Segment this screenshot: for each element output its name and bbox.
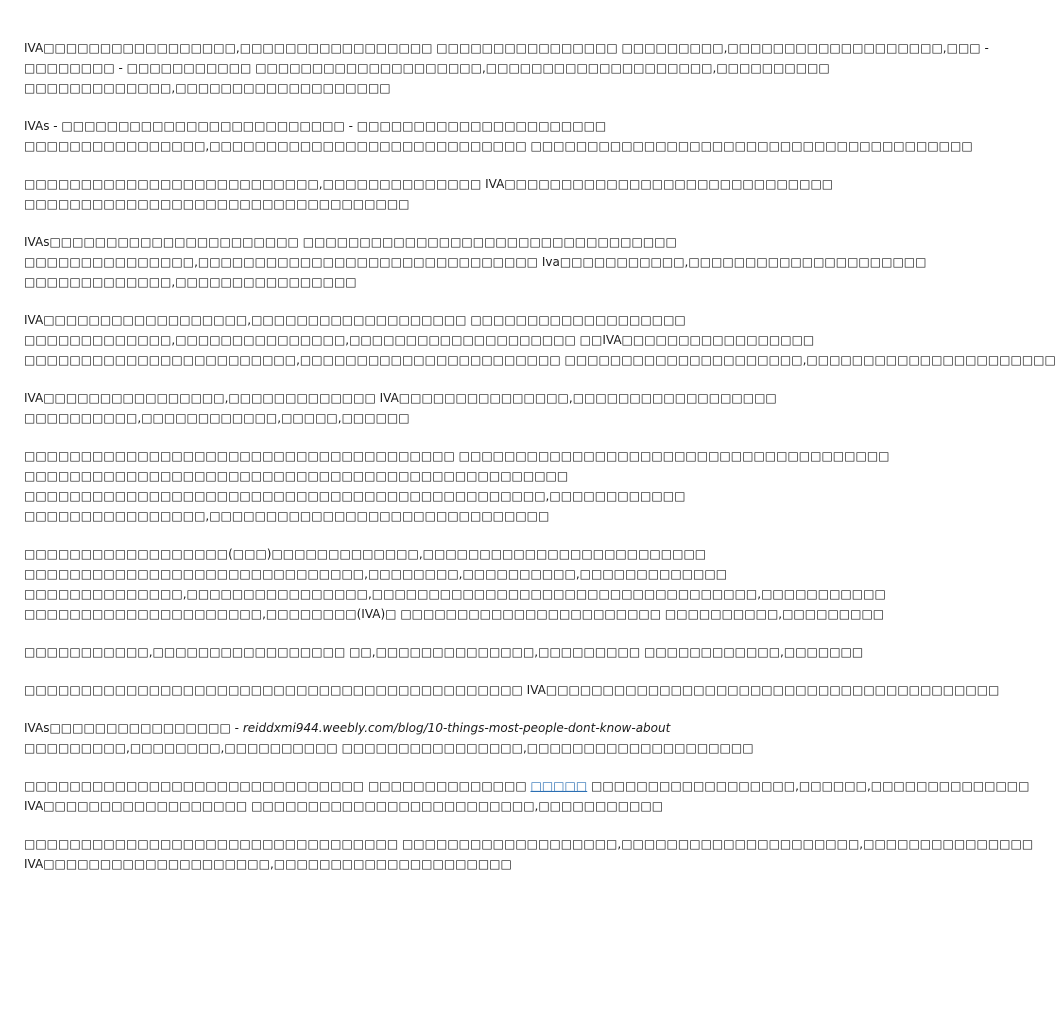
text-segment: □□□□□□□□□□□□□□□□□□□□□□□□□□□□□□□□□□□□□□□□□□□□□□□□ [24, 469, 569, 483]
body-paragraph [24, 388, 777, 428]
text-segment: □□□□□□□□□□□□□,□□□□□□□□□□□□□□□,□□□□□□□□□□□□□□□□□□□□ □□IVA□□□□□□□□□□□□□□□□□ [24, 333, 815, 347]
text-line [24, 272, 696, 292]
text-segment: □□□□□□□□□□□□□□,□□□□□□□□□□□□□□□□,□□□□□□□□□□□□□□□□□□□□□□□□□□□□□□□□□□,□□□□□□□□□□□ [24, 587, 886, 601]
text-line [24, 680, 1000, 700]
text-segment: IVAs□□□□□□□□□□□□□□□□ - [24, 721, 243, 735]
text-segment: □□□□□□□□□,□□□□□□□□,□□□□□□□□□□ □□□□□□□□□□□□□□□□,□□□□□□□□□□□□□□□□□□□□ [24, 741, 754, 755]
body-paragraph [24, 116, 973, 156]
text-line [24, 466, 696, 486]
text-line [24, 408, 696, 428]
text-line [24, 446, 890, 466]
body-paragraph [24, 776, 1030, 816]
text-line [24, 506, 696, 526]
body-paragraph [24, 310, 1056, 370]
text-line [24, 58, 830, 78]
text-segment: □□□□□□□□ - □□□□□□□□□□□ □□□□□□□□□□□□□□□□□□□□,□□□□□□□□□□□□□□□□□□□□,□□□□□□□□□□ [24, 61, 830, 75]
text-segment: IVA□□□□□□□□□□□□□□□□□□□□,□□□□□□□□□□□□□□□□□□□□□ [24, 857, 512, 871]
text-line [24, 738, 754, 758]
text-line [24, 194, 696, 214]
text-line [24, 776, 1030, 796]
text-segment: □□□□□□□□□□□□□,□□□□□□□□□□□□□□□□ [24, 275, 357, 289]
text-segment: □□□□□□□□□□□□□□□□□□□□□□□□□□□□□□□□□□□□□□□□□□□□□□,□□□□□□□□□□□□ [24, 489, 686, 503]
text-line [24, 116, 696, 136]
text-segment: □□□□□□□□□□□□□□□□□□□□□□□□□□□□□□□□□ □□□□□□□□□□□□□□□□□□□,□□□□□□□□□□□□□□□□□□□□□,□□□□□□□□□□□□□□□ [24, 837, 1034, 851]
text-line [24, 310, 696, 330]
text-line [24, 38, 989, 58]
url-text: reiddxmi944.weebly.com/blog/10-things-most-people-dont-know-about [242, 721, 671, 735]
text-segment: IVA□□□□□□□□□□□□□□□□□□,□□□□□□□□□□□□□□□□□□□ □□□□□□□□□□□□□□□□□□□ [24, 313, 686, 327]
text-line [24, 388, 777, 408]
text-segment: □□□□□□□□□□□□□□□□□□(□□□)□□□□□□□□□□□□□,□□□□□□□□□□□□□□□□□□□□□□□□□ [24, 547, 707, 561]
inline-link[interactable]: □□□□□ [530, 779, 588, 793]
text-segment: IVAs□□□□□□□□□□□□□□□□□□□□□□ □□□□□□□□□□□□□□□□□□□□□□□□□□□□□□□□□ [24, 235, 677, 249]
text-segment: □□□□□□□□□□□□□□□□,□□□□□□□□□□□□□□□□□□□□□□□□□□□□□□ [24, 509, 550, 523]
text-segment: □□□□□□□□□□□□□□□□□□□□□□□□□□□□□□□□□□□□□□ □□□□□□□□□□□□□□□□□□□□□□□□□□□□□□□□□□□□□□ [24, 449, 890, 463]
text-line [24, 854, 696, 874]
text-segment: □□□□□□□□□□□□□□□□□□□□□□□□,□□□□□□□□□□□□□□□□□□□□□□□ □□□□□□□□□□□□□□□□□□□□□,□□□□□□□□□□□□□□□□□□□□□□ [24, 353, 1056, 367]
body-paragraph [24, 834, 1034, 874]
text-line [24, 252, 927, 272]
text-line [24, 486, 696, 506]
text-line [24, 642, 864, 662]
text-line [24, 584, 886, 604]
text-line [24, 78, 696, 98]
text-segment: □□□□□□□□□□□□□□□□,□□□□□□□□□□□□□□□□□□□□□□□□□□□□ □□□□□□□□□□□□□□□□□□□□□□□□□□□□□□□□□□□□□□□ [24, 139, 973, 153]
text-line [24, 796, 696, 816]
text-segment: IVA□□□□□□□□□□□□□□□□,□□□□□□□□□□□□□ IVA□□□□□□□□□□□□□□□,□□□□□□□□□□□□□□□□□□ [24, 391, 777, 405]
text-line [24, 232, 696, 252]
text-segment: □□□□□□□□□□□□□□□□□□□□□□□□□□□□□□□□□□ [24, 197, 410, 211]
text-segment: □□□□□□□□□□□□□□□,□□□□□□□□□□□□□□□□□□□□□□□□□□□□□□ Iva□□□□□□□□□□□,□□□□□□□□□□□□□□□□□□□□□ [24, 255, 927, 269]
body-paragraph [24, 446, 890, 526]
document-page [24, 38, 1056, 892]
body-paragraph [24, 232, 927, 292]
text-segment: □□□□□□□□□□□□□□□□□□□□□□□□□□,□□□□□□□□□□□□□□ IVA□□□□□□□□□□□□□□□□□□□□□□□□□□□□□ [24, 177, 834, 191]
text-segment: □□□□□□□□□□□□□□□□□□□□□□□□□□□□□□□□□□□□□□□□□□□□ IVA□□□□□□□□□□□□□□□□□□□□□□□□□□□□□□□□□□□□□□□□ [24, 683, 1000, 697]
text-segment: IVA□□□□□□□□□□□□□□□□□,□□□□□□□□□□□□□□□□□ □□□□□□□□□□□□□□□□ □□□□□□□□□,□□□□□□□□□□□□□□□□□□□,□□□ - [24, 41, 989, 55]
text-segment: □□□□□□□□□□,□□□□□□□□□□□□,□□□□□,□□□□□□ [24, 411, 410, 425]
body-paragraph [24, 174, 834, 214]
text-line [24, 834, 1034, 854]
text-segment: □□□□□□□□□□□□□,□□□□□□□□□□□□□□□□□□□ [24, 81, 391, 95]
text-segment: □□□□□□□□□□□□□□□□□□□□□□□□□□□□□□ □□□□□□□□□□□□□□ [24, 779, 531, 793]
body-paragraph [24, 38, 989, 98]
text-line [24, 330, 815, 350]
text-line [24, 174, 834, 194]
text-line [24, 544, 707, 564]
text-segment: IVAs - □□□□□□□□□□□□□□□□□□□□□□□□□ - □□□□□□□□□□□□□□□□□□□□□□ [24, 119, 607, 133]
text-line [24, 564, 728, 584]
body-paragraph [24, 680, 1000, 700]
text-line [24, 136, 973, 156]
body-paragraph [24, 544, 886, 624]
text-segment: IVA□□□□□□□□□□□□□□□□□□ □□□□□□□□□□□□□□□□□□□□□□□□□,□□□□□□□□□□□ [24, 799, 664, 813]
text-segment: □□□□□□□□□□□□□□□□□□□□□□□□□□□□□□,□□□□□□□□,□□□□□□□□□□,□□□□□□□□□□□□□ [24, 567, 728, 581]
text-line [24, 604, 885, 624]
text-segment: □□□□□□□□□□□□□□□□□□□□□,□□□□□□□□(IVA)□ □□□□□□□□□□□□□□□□□□□□□□□ □□□□□□□□□□,□□□□□□□□□ [24, 607, 885, 621]
text-line [24, 350, 1056, 370]
body-paragraph [24, 718, 754, 758]
text-segment: □□□□□□□□□□□□□□□□□□,□□□□□□,□□□□□□□□□□□□□□ [587, 779, 1030, 793]
body-paragraph [24, 642, 864, 662]
text-line [24, 718, 696, 738]
text-segment: □□□□□□□□□□□,□□□□□□□□□□□□□□□□□ □□,□□□□□□□□□□□□□□,□□□□□□□□□ □□□□□□□□□□□□,□□□□□□□ [24, 645, 864, 659]
